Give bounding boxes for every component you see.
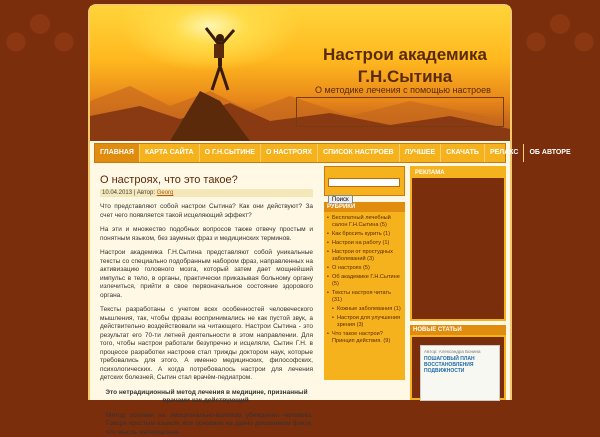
background-ornament xyxy=(520,0,600,60)
ads-title: РЕКЛАМА xyxy=(412,168,504,178)
background-ornament xyxy=(0,0,80,60)
nav-mood-list[interactable]: СПИСОК НАСТРОЕВ xyxy=(318,144,400,162)
main-content xyxy=(94,166,319,402)
nav-home[interactable]: ГЛАВНАЯ xyxy=(95,144,140,162)
recent-widget xyxy=(410,335,506,400)
rubric-item[interactable]: ▪ Тексты настроя читать (31) xyxy=(327,290,402,304)
rubric-item[interactable]: ▪ Настрои на работу (1) xyxy=(327,240,402,247)
site-title-line2: Г.Н.Сытина xyxy=(305,66,505,88)
site-description: О методике лечения с помощью настроев xyxy=(296,85,510,95)
post-bold-heading: Это нетрадиционный метод лечения в медицине, признанный врачами как действующий. xyxy=(100,389,313,406)
search-button[interactable]: Поиск xyxy=(328,195,353,204)
nav-about-author[interactable]: ОБ АВТОРЕ xyxy=(524,144,575,162)
post-date: 10.04.2013 xyxy=(102,190,132,196)
post-title[interactable]: О настроях, что это такое? xyxy=(100,174,313,186)
header-banner xyxy=(90,6,510,141)
site-title[interactable] xyxy=(305,44,505,88)
rubric-item[interactable]: ▪ Что такое настрои? Принцип действия. (9) xyxy=(327,331,402,345)
post-author-link[interactable]: Georg xyxy=(157,190,174,196)
nav-best[interactable]: ЛУЧШЕЕ xyxy=(400,144,442,162)
sidebar-right xyxy=(410,166,506,402)
post-meta xyxy=(100,189,313,197)
rubrics-title: РУБРИКИ xyxy=(324,202,405,212)
climber-figure xyxy=(200,24,240,94)
post-paragraph: Настрои академика Г.Н.Сытина представляют собой уникальные тексты со специально подобранным набором фраз, направленных на активизацию головного мозга, который затем дает мощнейший импульс в тело, в органы, практически приказывая больному органу излечиться, прийти в свое первоначальное состояние здорового органа. xyxy=(100,249,313,300)
nav-about-sytin[interactable]: О Г.Н.СЫТИНЕ xyxy=(200,144,261,162)
sidebar-left xyxy=(324,166,405,402)
rubric-subitem[interactable]: ▪ Кожные заболевания (1) xyxy=(327,306,402,313)
book-cover-image[interactable] xyxy=(420,345,500,401)
post-paragraph: Что представляют собой настрои Сытина? Как они действуют? За счет чего появляется такой исцеляющий эффект? xyxy=(100,203,313,220)
rubric-item[interactable]: ▪ Как бросить курить (1) xyxy=(327,231,402,238)
site-title-line1: Настрои академика xyxy=(305,44,505,66)
recent-title: НОВЫЕ СТАТЬИ xyxy=(410,325,506,335)
rubric-item[interactable]: ▪ Настрои от простудных заболеваний (3) xyxy=(327,249,402,263)
rubric-item[interactable]: ▪ Бесплатный лечебный салон Г.Н.Сытина (5) xyxy=(327,215,402,229)
rubric-subitem[interactable]: ▪ Настрои для улучшения зрения (3) xyxy=(327,315,402,329)
search-input[interactable] xyxy=(328,178,400,187)
post-paragraph: Тексты разработаны с учетом всех особенностей человеческого мышления, так, чтобы фразы воспринимались не как пустой звук, а действительно воздействовали на читающего. Настрои Сытина - это результат его 70-ти летней деятельности в этом направлении. Для того, чтобы настрои работали безупречно и исцеляли, Сытин Г.Н. в процессе разработки настроев стал трижды доктором наук, которые требовались для этого. А именно медицинских, философских, психологических. А когда потребовалось настрои для лечения детских болезней, Сытин стал врачём-педиатром. xyxy=(100,306,313,383)
ads-widget xyxy=(410,166,506,321)
post xyxy=(100,174,313,437)
main-nav xyxy=(94,143,506,163)
book-author: Автор: Александра Бонина xyxy=(424,349,496,354)
nav-relax[interactable]: РЕЛАКС xyxy=(485,144,525,162)
post-paragraph: Метод основан на эмоционально-волевом убеждении человека. Говоря простым языком, все основано на давно доказанном факте, что мысль материальна. xyxy=(100,412,313,437)
nav-about-moods[interactable]: О НАСТРОЯХ xyxy=(261,144,318,162)
rubric-item[interactable]: ▪ О настроях (5) xyxy=(327,265,402,272)
header-frame xyxy=(296,97,504,127)
nav-download[interactable]: СКАЧАТЬ xyxy=(441,144,485,162)
page-container xyxy=(88,4,512,400)
post-author-prefix: | Автор: xyxy=(134,190,155,196)
book-title: ПОШАГОВЫЙ ПЛАН xyxy=(424,356,496,362)
nav-sitemap[interactable]: КАРТА САЙТА xyxy=(140,144,200,162)
post-paragraph: На эти и множество подобных вопросов также отвечу простым и понятным языком, без заумных фраз и медицинских терминов. xyxy=(100,226,313,243)
rubric-item[interactable]: ▪ Об академике Г.Н.Сытине (5) xyxy=(327,274,402,288)
book-subtitle: ВОССТАНОВЛЕНИЯ ПОДВИЖНОСТИ xyxy=(424,362,496,374)
rubrics-list xyxy=(324,212,405,380)
search-widget xyxy=(324,166,405,196)
